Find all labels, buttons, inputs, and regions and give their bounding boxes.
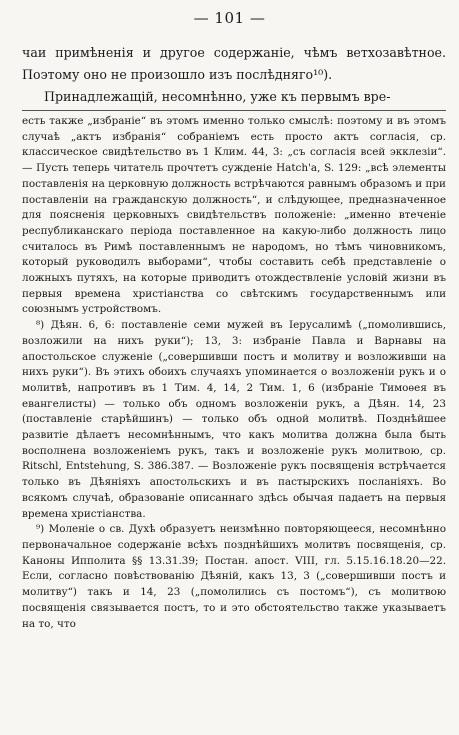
- main-paragraph-1: чаи примѣненія и другое содержаніе, чѣмъ ветхозавѣтное. Поэтому оно не произошло изъ послѣдняго¹⁰).: [22, 45, 446, 82]
- page-number: — 101 —: [193, 9, 266, 27]
- footnote-8-marker: ⁸): [36, 319, 45, 332]
- footnote-9: [22, 522, 446, 632]
- footnote-continuation: есть также „избраніе“ въ этомъ именно только смыслѣ: поэтому и въ этомъ случаѣ „актъ избранія“ собраніемъ есть просто актъ согласія, ср. классическое свидѣтельство въ 1 Клим. 44, 3: „съ согласія всей экклезіи“. — Пусть теперь читатель прочтетъ сужденіе Hatch'a, S. 129: „всѣ элементы поставленія на церковную должность встрѣчаются равнымъ образомъ и при поставленіи на гражданскую должность“, и слѣдующее, предназначенное для поясненія церковныхъ свидѣтельствъ положеніе: „именно втеченіе республиканскаго періода поставленное на какую-либо должность лицо считалось въ Римѣ поставленнымъ не народомъ, но тѣмъ чиновникомъ, который руководилъ выборами“, чтобы составить себѣ представленіе о ложныхъ путяхъ, на которые приводитъ отождествленіе условій жизни въ первыя времена христіанства со свѣтскимъ государственнымъ или союзнымъ устройствомъ.: [22, 115, 446, 316]
- footnote-9-marker: ⁹): [36, 523, 45, 536]
- footnote-8-text: Дѣян. 6, 6: поставленіе семи мужей въ Іерусалимѣ („помолившись, возложили на нихъ руки“); 13, 3: избраніе Павла и Варнавы на апостольское служеніе („совершивши постъ и молитву и возложивши на нихъ руки“). Въ этихъ обоихъ случаяхъ упоминается о возложеніи рукъ и о молитвѣ, напротивъ въ 1 Тим. 4, 14, 2 Тим. 1, 6 (избраніе Тимоѳея въ евангелисты) — только объ одномъ возложеніи рукъ, а Дѣян. 14, 23 (поставленіе старѣйшинъ) — только объ одной молитвѣ. Позднѣйшее развитіе дѣлаетъ несомнѣннымъ, что какъ молитва должна была быть восполнена возложеніемъ рукъ, такъ и возложеніе рукъ молитвою, ср. Ritschl, Entstehung, S. 386.387. — Возложеніе рукъ посвященія встрѣчается только въ Дѣяніяхъ апостольскихъ и въ пастырскихъ посланіяхъ. Во всякомъ случаѣ, образованіе описаннаго здѣсь обычая падаетъ на первыя времена христіанства.: [22, 319, 446, 520]
- main-text: [22, 42, 446, 108]
- footnotes: [22, 114, 446, 632]
- footnote-8: [22, 318, 446, 522]
- footnote-separator: [22, 110, 446, 111]
- footnote-9-text: Моленіе о св. Духѣ образуетъ неизмѣнно повторяющееся, несомнѣнно первоначальное содержаніе всѣхъ позднѣйшихъ молитвъ посвященія, ср. Каноны Ипполита §§ 13.31.39; Постан. апост. VIII, гл. 5.15.16.18.20—22. Если, согласно повѣствованію Дѣяній, какъ 13, 3 („совершивши постъ и молитву“) такъ и 14, 23 („помолились съ постомъ“), съ молитвою посвященія связывается постъ, то и это обстоятельство также указываетъ на то, что: [22, 523, 446, 630]
- main-paragraph-2: Принадлежащій, несомнѣнно, уже къ первымъ вре-: [44, 89, 391, 104]
